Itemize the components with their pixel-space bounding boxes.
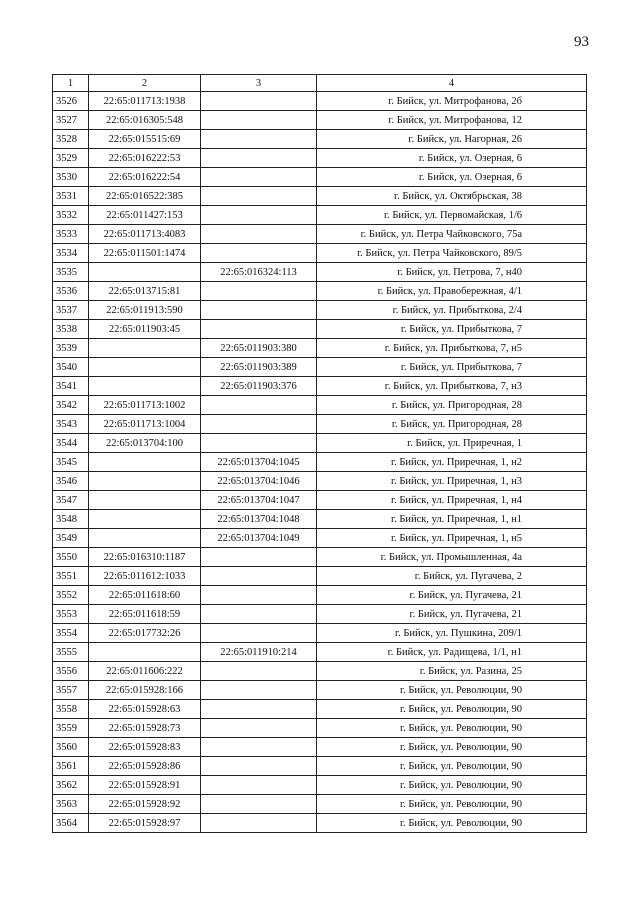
address: г. Бийск, ул. Революции, 90: [317, 776, 587, 795]
row-number: 3560: [53, 738, 89, 757]
premises-cadastral-number: [201, 282, 317, 301]
row-number: 3553: [53, 605, 89, 624]
table-row: [53, 719, 587, 738]
address: г. Бийск, ул. Петра Чайковского, 75а: [317, 225, 587, 244]
row-number: 3534: [53, 244, 89, 263]
row-number: 3547: [53, 491, 89, 510]
cadastral-number: 22:65:011612:1033: [89, 567, 201, 586]
address: г. Бийск, ул. Приречная, 1, н2: [317, 453, 587, 472]
row-number: 3550: [53, 548, 89, 567]
address: г. Бийск, ул. Приречная, 1, н1: [317, 510, 587, 529]
premises-cadastral-number: 22:65:011903:376: [201, 377, 317, 396]
header-col-4: 4: [317, 75, 587, 92]
premises-cadastral-number: [201, 168, 317, 187]
table-row: [53, 92, 587, 111]
cadastral-number: [89, 472, 201, 491]
table-row: [53, 643, 587, 662]
address: г. Бийск, ул. Пригородная, 28: [317, 396, 587, 415]
premises-cadastral-number: [201, 434, 317, 453]
cadastral-number: 22:65:015928:63: [89, 700, 201, 719]
premises-cadastral-number: [201, 757, 317, 776]
premises-cadastral-number: [201, 738, 317, 757]
cadastral-number: 22:65:013715:81: [89, 282, 201, 301]
premises-cadastral-number: 22:65:013704:1046: [201, 472, 317, 491]
cadastral-number: 22:65:011501:1474: [89, 244, 201, 263]
table-row: [53, 225, 587, 244]
cadastral-number: 22:65:015515:69: [89, 130, 201, 149]
row-number: 3540: [53, 358, 89, 377]
table-header-row: [53, 75, 587, 92]
row-number: 3551: [53, 567, 89, 586]
table-row: [53, 776, 587, 795]
premises-cadastral-number: [201, 605, 317, 624]
table-row: [53, 263, 587, 282]
cadastral-number: 22:65:013704:100: [89, 434, 201, 453]
header-col-3: 3: [201, 75, 317, 92]
table-row: [53, 434, 587, 453]
premises-cadastral-number: 22:65:011903:380: [201, 339, 317, 358]
premises-cadastral-number: [201, 320, 317, 339]
address: г. Бийск, ул. Разина, 25: [317, 662, 587, 681]
table-row: [53, 624, 587, 643]
row-number: 3546: [53, 472, 89, 491]
address: г. Бийск, ул. Прибыткова, 2/4: [317, 301, 587, 320]
cadastral-number: 22:65:011713:1004: [89, 415, 201, 434]
table-row: [53, 415, 587, 434]
table-row: [53, 586, 587, 605]
cadastral-number: [89, 453, 201, 472]
address: г. Бийск, ул. Прибыткова, 7, н3: [317, 377, 587, 396]
address: г. Бийск, ул. Революции, 90: [317, 795, 587, 814]
table-row: [53, 700, 587, 719]
cadastral-number: 22:65:016222:53: [89, 149, 201, 168]
address: г. Бийск, ул. Прибыткова, 7: [317, 358, 587, 377]
premises-cadastral-number: [201, 814, 317, 833]
row-number: 3552: [53, 586, 89, 605]
address: г. Бийск, ул. Пугачева, 21: [317, 605, 587, 624]
row-number: 3557: [53, 681, 89, 700]
cadastral-number: 22:65:011427:153: [89, 206, 201, 225]
address: г. Бийск, ул. Революции, 90: [317, 757, 587, 776]
row-number: 3549: [53, 529, 89, 548]
premises-cadastral-number: [201, 301, 317, 320]
premises-cadastral-number: [201, 149, 317, 168]
row-number: 3542: [53, 396, 89, 415]
cadastral-number: 22:65:015928:92: [89, 795, 201, 814]
premises-cadastral-number: 22:65:011903:389: [201, 358, 317, 377]
premises-cadastral-number: [201, 396, 317, 415]
table-row: [53, 320, 587, 339]
cadastral-number: [89, 377, 201, 396]
table-row: [53, 738, 587, 757]
row-number: 3558: [53, 700, 89, 719]
cadastral-number: [89, 529, 201, 548]
premises-cadastral-number: [201, 681, 317, 700]
table-row: [53, 358, 587, 377]
table-row: [53, 605, 587, 624]
premises-cadastral-number: 22:65:013704:1049: [201, 529, 317, 548]
table-row: [53, 491, 587, 510]
row-number: 3533: [53, 225, 89, 244]
cadastral-number: [89, 339, 201, 358]
table-row: [53, 757, 587, 776]
premises-cadastral-number: [201, 776, 317, 795]
premises-cadastral-number: [201, 719, 317, 738]
row-number: 3532: [53, 206, 89, 225]
premises-cadastral-number: [201, 244, 317, 263]
address: г. Бийск, ул. Радищева, 1/1, н1: [317, 643, 587, 662]
row-number: 3555: [53, 643, 89, 662]
address: г. Бийск, ул. Озерная, 6: [317, 149, 587, 168]
table-row: [53, 130, 587, 149]
row-number: 3554: [53, 624, 89, 643]
address: г. Бийск, ул. Петра Чайковского, 89/5: [317, 244, 587, 263]
row-number: 3528: [53, 130, 89, 149]
address: г. Бийск, ул. Приречная, 1, н3: [317, 472, 587, 491]
row-number: 3527: [53, 111, 89, 130]
cadastral-number: [89, 643, 201, 662]
table-row: [53, 548, 587, 567]
cadastral-number: [89, 358, 201, 377]
table-row: [53, 206, 587, 225]
premises-cadastral-number: [201, 111, 317, 130]
address: г. Бийск, ул. Правобережная, 4/1: [317, 282, 587, 301]
row-number: 3539: [53, 339, 89, 358]
premises-cadastral-number: [201, 206, 317, 225]
address: г. Бийск, ул. Пушкина, 209/1: [317, 624, 587, 643]
header-col-2: 2: [89, 75, 201, 92]
cadastral-number: 22:65:011618:60: [89, 586, 201, 605]
address: г. Бийск, ул. Митрофанова, 2б: [317, 92, 587, 111]
cadastral-number: 22:65:011913:590: [89, 301, 201, 320]
row-number: 3537: [53, 301, 89, 320]
premises-cadastral-number: [201, 624, 317, 643]
cadastral-number: [89, 510, 201, 529]
table-row: [53, 795, 587, 814]
premises-cadastral-number: 22:65:016324:113: [201, 263, 317, 282]
premises-cadastral-number: [201, 415, 317, 434]
row-number: 3529: [53, 149, 89, 168]
address: г. Бийск, ул. Пугачева, 2: [317, 567, 587, 586]
table-row: [53, 396, 587, 415]
table-row: [53, 339, 587, 358]
address: г. Бийск, ул. Нагорная, 26: [317, 130, 587, 149]
cadastral-number: 22:65:011713:1938: [89, 92, 201, 111]
address: г. Бийск, ул. Революции, 90: [317, 700, 587, 719]
table-row: [53, 187, 587, 206]
address: г. Бийск, ул. Революции, 90: [317, 719, 587, 738]
cadastral-number: 22:65:011713:4083: [89, 225, 201, 244]
premises-cadastral-number: [201, 225, 317, 244]
row-number: 3541: [53, 377, 89, 396]
header-col-1: 1: [53, 75, 89, 92]
address: г. Бийск, ул. Озерная, 6: [317, 168, 587, 187]
table-row: [53, 814, 587, 833]
address: г. Бийск, ул. Октябрьская, 38: [317, 187, 587, 206]
premises-cadastral-number: [201, 567, 317, 586]
row-number: 3562: [53, 776, 89, 795]
table-body: [53, 92, 587, 833]
address: г. Бийск, ул. Петрова, 7, н40: [317, 263, 587, 282]
cadastral-number: 22:65:015928:83: [89, 738, 201, 757]
cadastral-number: 22:65:011606:222: [89, 662, 201, 681]
address: г. Бийск, ул. Пугачева, 21: [317, 586, 587, 605]
premises-cadastral-number: [201, 187, 317, 206]
cadastral-number: 22:65:015928:166: [89, 681, 201, 700]
table-row: [53, 282, 587, 301]
premises-cadastral-number: 22:65:013704:1045: [201, 453, 317, 472]
row-number: 3548: [53, 510, 89, 529]
table-row: [53, 472, 587, 491]
address: г. Бийск, ул. Приречная, 1, н4: [317, 491, 587, 510]
address: г. Бийск, ул. Приречная, 1: [317, 434, 587, 453]
premises-cadastral-number: 22:65:013704:1048: [201, 510, 317, 529]
register-table: [52, 74, 587, 833]
cadastral-number: 22:65:017732:26: [89, 624, 201, 643]
row-number: 3536: [53, 282, 89, 301]
table-row: [53, 149, 587, 168]
table-row: [53, 453, 587, 472]
premises-cadastral-number: [201, 586, 317, 605]
row-number: 3545: [53, 453, 89, 472]
cadastral-number: 22:65:015928:73: [89, 719, 201, 738]
table-row: [53, 510, 587, 529]
table-row: [53, 377, 587, 396]
address: г. Бийск, ул. Приречная, 1, н5: [317, 529, 587, 548]
cadastral-number: 22:65:011713:1002: [89, 396, 201, 415]
table-row: [53, 662, 587, 681]
cadastral-number: 22:65:016522:385: [89, 187, 201, 206]
page-number: 93: [574, 34, 589, 50]
cadastral-number: 22:65:015928:86: [89, 757, 201, 776]
table-row: [53, 168, 587, 187]
address: г. Бийск, ул. Пригородная, 28: [317, 415, 587, 434]
row-number: 3556: [53, 662, 89, 681]
address: г. Бийск, ул. Митрофанова, 12: [317, 111, 587, 130]
table-row: [53, 301, 587, 320]
cadastral-number: 22:65:016310:1187: [89, 548, 201, 567]
address: г. Бийск, ул. Революции, 90: [317, 814, 587, 833]
premises-cadastral-number: [201, 92, 317, 111]
premises-cadastral-number: 22:65:011910:214: [201, 643, 317, 662]
address: г. Бийск, ул. Революции, 90: [317, 681, 587, 700]
table-row: [53, 567, 587, 586]
premises-cadastral-number: [201, 795, 317, 814]
address: г. Бийск, ул. Революции, 90: [317, 738, 587, 757]
row-number: 3563: [53, 795, 89, 814]
cadastral-number: [89, 263, 201, 282]
premises-cadastral-number: [201, 662, 317, 681]
premises-cadastral-number: [201, 130, 317, 149]
row-number: 3535: [53, 263, 89, 282]
premises-cadastral-number: [201, 548, 317, 567]
table-row: [53, 111, 587, 130]
row-number: 3543: [53, 415, 89, 434]
row-number: 3559: [53, 719, 89, 738]
row-number: 3526: [53, 92, 89, 111]
cadastral-number: [89, 491, 201, 510]
table-row: [53, 681, 587, 700]
cadastral-number: 22:65:016305:548: [89, 111, 201, 130]
cadastral-number: 22:65:015928:91: [89, 776, 201, 795]
address: г. Бийск, ул. Первомайская, 1/6: [317, 206, 587, 225]
premises-cadastral-number: 22:65:013704:1047: [201, 491, 317, 510]
row-number: 3530: [53, 168, 89, 187]
row-number: 3561: [53, 757, 89, 776]
cadastral-number: 22:65:011903:45: [89, 320, 201, 339]
table-row: [53, 529, 587, 548]
address: г. Бийск, ул. Прибыткова, 7, н5: [317, 339, 587, 358]
row-number: 3538: [53, 320, 89, 339]
premises-cadastral-number: [201, 700, 317, 719]
row-number: 3544: [53, 434, 89, 453]
cadastral-number: 22:65:016222:54: [89, 168, 201, 187]
cadastral-number: 22:65:015928:97: [89, 814, 201, 833]
address: г. Бийск, ул. Прибыткова, 7: [317, 320, 587, 339]
cadastral-number: 22:65:011618:59: [89, 605, 201, 624]
table-row: [53, 244, 587, 263]
row-number: 3531: [53, 187, 89, 206]
address: г. Бийск, ул. Промышленная, 4а: [317, 548, 587, 567]
row-number: 3564: [53, 814, 89, 833]
